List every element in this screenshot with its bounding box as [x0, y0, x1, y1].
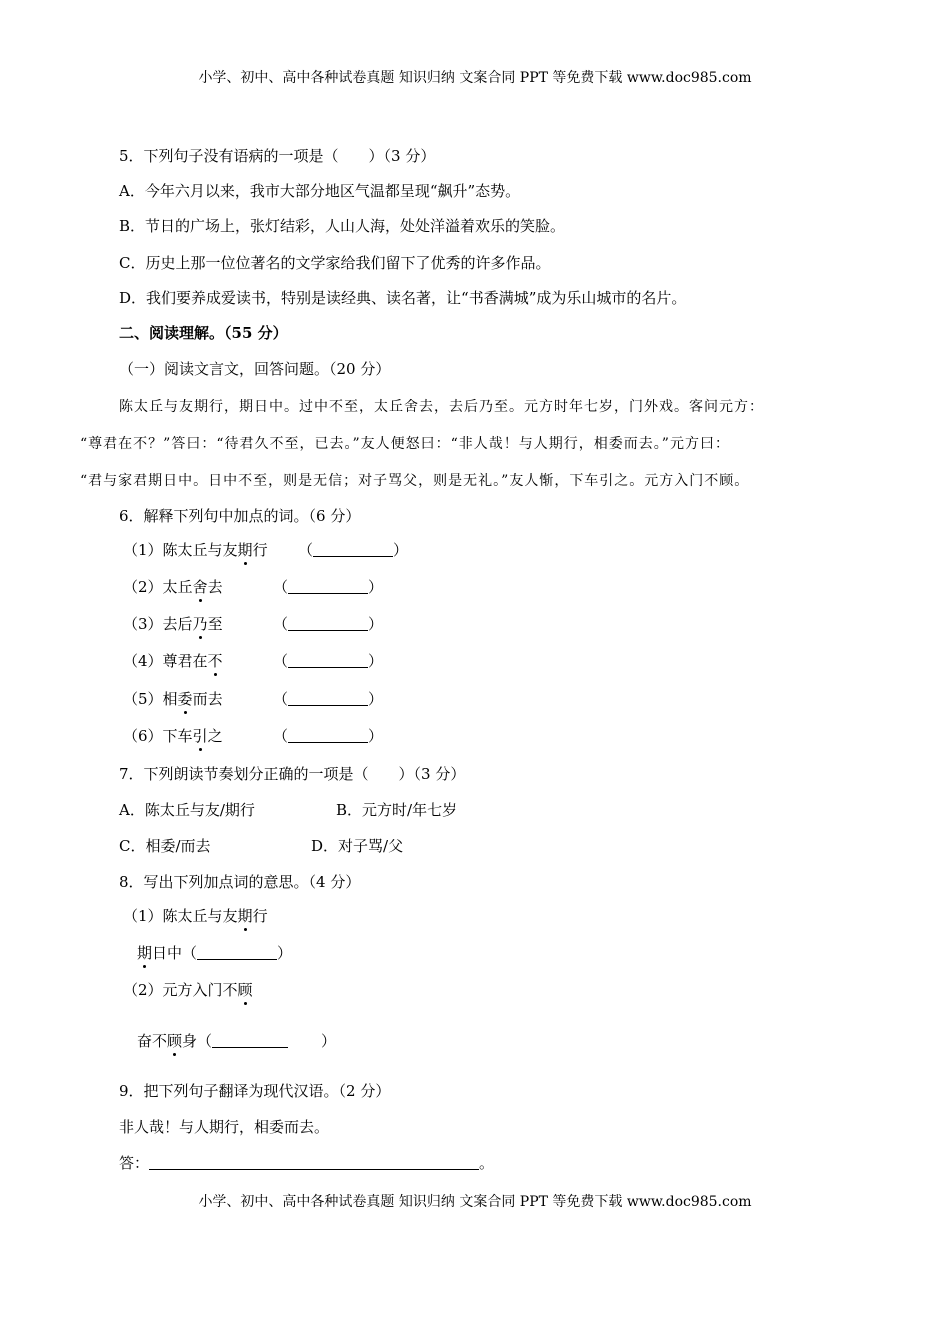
q6-item-text: （6）下车引之 — [123, 727, 223, 745]
passage-line-3: “君与家君期日中。日中不至，则是无信；对子骂父，则是无礼。”友人惭，下车引之。元方入门不顾。 — [80, 473, 750, 489]
q9-stem: 9．把下列句子翻译为现代汉语。（2 分） — [119, 1082, 391, 1100]
answer-blank[interactable] — [149, 1153, 479, 1170]
answer-blank[interactable] — [197, 943, 277, 960]
q6-item: （6）下车引之 （ ） — [123, 727, 384, 745]
q6-item-text: （4）尊君在不 — [123, 652, 223, 670]
q7-option-d: D．对子骂/父 — [311, 837, 404, 855]
passage-line-1: 陈太丘与友期行，期日中。过中不至，太丘舍去，去后乃至。元方时年七岁，门外戏。客问元方： — [119, 399, 764, 415]
q5-option-d: D．我们要养成爱读书，特别是读经典、读名著，让“书香满城”成为乐山城市的名片。 — [119, 289, 687, 307]
q5-stem: 5．下列句子没有语病的一项是（ ）（3 分） — [119, 147, 436, 165]
q7-option-b: B．元方时/年七岁 — [336, 801, 458, 819]
page-footer: 小学、初中、高中各种试卷真题 知识归纳 文案合同 PPT 等免费下载 www.doc985.com — [198, 1194, 752, 1210]
emphasis-dot-word: 顾 — [167, 1032, 183, 1050]
answer-blank[interactable] — [288, 689, 368, 706]
emphasis-dot-word: 顾 — [237, 981, 253, 999]
answer-blank[interactable] — [212, 1031, 288, 1048]
q6-item: （2）太丘舍去 （ ） — [123, 578, 384, 596]
emphasis-dot-word: 舍 — [192, 578, 208, 596]
q7-option-c: C．相委/而去 — [119, 837, 211, 855]
part1-title: （一）阅读文言文，回答问题。（20 分） — [119, 360, 391, 378]
q6-stem: 6．解释下列句中加点的词。（6 分） — [119, 507, 361, 525]
emphasis-dot-word: 不 — [207, 652, 223, 670]
q9-sentence: 非人哉！与人期行，相委而去。 — [119, 1118, 330, 1136]
answer-blank[interactable] — [288, 651, 368, 668]
q9-answer: 答： 。 — [119, 1154, 495, 1172]
answer-blank[interactable] — [288, 614, 368, 631]
emphasis-dot-word: 委 — [177, 690, 193, 708]
page-header: 小学、初中、高中各种试卷真题 知识归纳 文案合同 PPT 等免费下载 www.doc985.com — [198, 70, 752, 86]
q8-stem: 8．写出下列加点词的意思。（4 分） — [119, 873, 361, 891]
passage-line-2: “尊君在不？”答曰：“待君久不至，已去。”友人便怒曰：“非人哉！与人期行，相委而去。”元方曰： — [80, 436, 730, 452]
q6-item-text: （5）相委而去 — [123, 690, 223, 708]
answer-blank[interactable] — [288, 726, 368, 743]
answer-blank[interactable] — [288, 577, 368, 594]
q5-option-a: A．今年六月以来，我市大部分地区气温都呈现“飙升”态势。 — [119, 182, 521, 200]
q6-item: （4）尊君在不 （ ） — [123, 652, 384, 670]
q6-item-text: （2）太丘舍去 — [123, 578, 223, 596]
emphasis-dot-word: 期 — [137, 944, 153, 962]
q7-option-a: A．陈太丘与友/期行 — [119, 801, 255, 819]
answer-blank[interactable] — [313, 540, 393, 557]
q8-sub-1: 期日中（ ） — [137, 944, 293, 962]
q6-item: （3）去后乃至 （ ） — [123, 615, 384, 633]
q5-option-b: B．节日的广场上，张灯结彩，人山人海，处处洋溢着欢乐的笑脸。 — [119, 217, 566, 235]
q8-item-1: （1）陈太丘与友期行 — [123, 907, 268, 925]
emphasis-dot-word: 引 — [192, 727, 208, 745]
q6-item-text: （3）去后乃至 — [123, 615, 223, 633]
q5-option-c: C．历史上那一位位著名的文学家给我们留下了优秀的许多作品。 — [119, 254, 551, 272]
q6-item-text: （1）陈太丘与友期行 — [123, 541, 268, 559]
emphasis-dot-word: 乃 — [192, 615, 208, 633]
emphasis-dot-word: 期 — [237, 907, 253, 925]
section2-title: 二、阅读理解。（55 分） — [119, 324, 288, 342]
q6-item: （5）相委而去 （ ） — [123, 690, 384, 708]
q8-item-2: （2）元方入门不顾 — [123, 981, 253, 999]
q8-sub-2: 奋不顾身（ ） — [137, 1032, 337, 1050]
q6-item: （1）陈太丘与友期行 （ ） — [123, 541, 409, 559]
q7-stem: 7．下列朗读节奏划分正确的一项是（ ）（3 分） — [119, 765, 466, 783]
emphasis-dot-word: 期 — [237, 541, 253, 559]
